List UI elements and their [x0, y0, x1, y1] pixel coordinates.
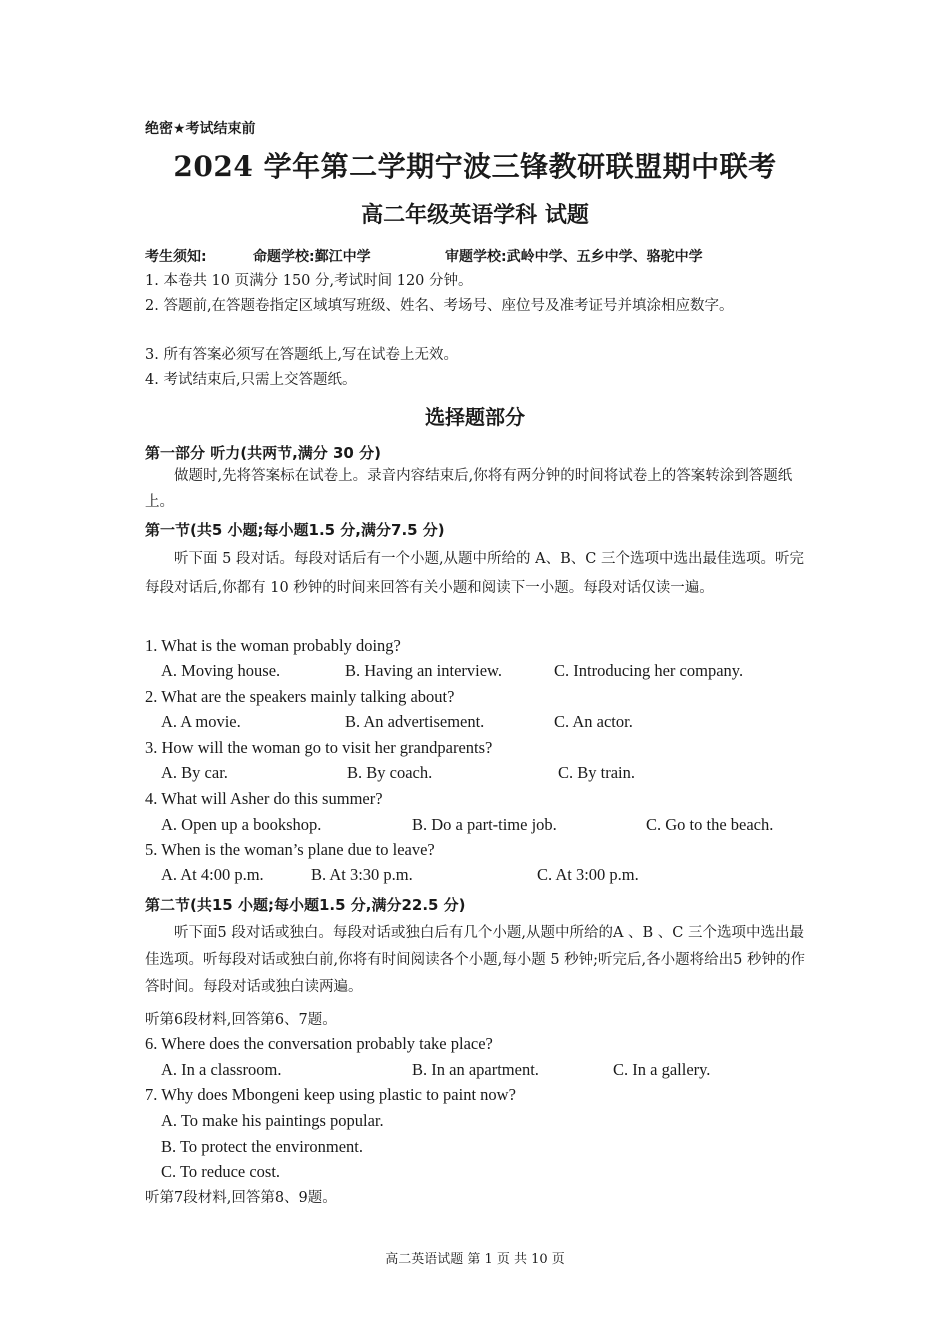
option-7b[interactable]: B. To protect the environment.: [161, 1137, 363, 1156]
question-7: 7. Why does Mbongeni keep using plastic to paint now?: [145, 1085, 516, 1104]
sec2-heading: 第二节(共15 小题;每小题1.5 分,满分22.5 分): [145, 896, 466, 914]
rule-3: 3. 所有答案必须写在答题纸上,写在试卷上无效。: [145, 347, 459, 363]
material-7-note: 听第7段材料,回答第8、9题。: [145, 1190, 337, 1206]
rule-4: 4. 考试结束后,只需上交答题纸。: [145, 372, 357, 388]
section-title: 选择题部分: [425, 405, 525, 429]
question-6: 6. Where does the conversation probably take place?: [145, 1034, 493, 1053]
option-c[interactable]: C. In a gallery.: [613, 1060, 711, 1079]
option-b[interactable]: B. Do a part-time job.: [412, 815, 557, 834]
option-b[interactable]: B. At 3:30 p.m.: [311, 865, 413, 884]
sec2-instruction: 听下面5 段对话或独白。每段对话或独白后有几个小题,从题中所给的A 、B 、C 三个选项中选出最佳选项。听每段对话或独白前,你将有时间阅读各个小题,每小题 5 秒钟;听完后,各小题将给出5 秒钟的作答时间。每段对话或独白读两遍。: [145, 925, 805, 995]
rule-1: 1. 本卷共 10 页满分 150 分,考试时间 120 分钟。: [145, 273, 473, 289]
option-a[interactable]: A. A movie.: [161, 712, 241, 731]
exam-title: 2024 学年第二学期宁波三锋教研联盟期中联考: [173, 150, 777, 183]
option-b[interactable]: B. By coach.: [347, 763, 433, 782]
option-b[interactable]: B. Having an interview.: [345, 661, 503, 680]
confidential-label: 绝密★考试结束前: [145, 121, 256, 137]
option-7a[interactable]: A. To make his paintings popular.: [161, 1111, 384, 1130]
author-school: 命题学校:鄞江中学: [253, 249, 371, 265]
option-c[interactable]: C. An actor.: [554, 712, 633, 731]
question-4: 4. What will Asher do this summer?: [145, 789, 383, 808]
notice-line: [145, 246, 810, 266]
option-a[interactable]: A. Open up a bookshop.: [161, 815, 322, 834]
option-a[interactable]: A. In a classroom.: [161, 1060, 282, 1079]
sec1-instruction: 听下面 5 段对话。每段对话后有一个小题,从题中所给的 A、B、C 三个选项中选出最佳选项。听完每段对话后,你都有 10 秒钟的时间来回答有关小题和阅读下一小题。每段对话仅读一遍。: [145, 551, 804, 596]
part1-intro: 做题时,先将答案标在试卷上。录音内容结束后,你将有两分钟的时间将试卷上的答案转涂到答题纸上。: [145, 468, 793, 510]
option-7c[interactable]: C. To reduce cost.: [161, 1162, 281, 1181]
option-a[interactable]: A. By car.: [161, 763, 228, 782]
exam-subtitle: 高二年级英语学科 试题: [361, 202, 589, 228]
option-c[interactable]: C. Introducing her company.: [554, 661, 744, 680]
question-1: 1. What is the woman probably doing?: [145, 636, 401, 655]
question-2: 2. What are the speakers mainly talking about?: [145, 687, 455, 706]
option-a[interactable]: A. Moving house.: [161, 661, 281, 680]
option-b[interactable]: B. An advertisement.: [345, 712, 485, 731]
part1-heading: 第一部分 听力(共两节,满分 30 分): [145, 444, 381, 462]
page-footer: 高二英语试题 第 1 页 共 10 页: [385, 1252, 565, 1267]
option-c[interactable]: C. Go to the beach.: [646, 815, 774, 834]
option-c[interactable]: C. At 3:00 p.m.: [537, 865, 639, 884]
option-a[interactable]: A. At 4:00 p.m.: [161, 865, 264, 884]
option-c[interactable]: C. By train.: [558, 763, 635, 782]
rule-2: 2. 答题前,在答题卷指定区域填写班级、姓名、考场号、座位号及准考证号并填涂相应数字。: [145, 298, 734, 314]
review-school: 审题学校:武岭中学、五乡中学、骆驼中学: [445, 249, 703, 265]
question-3: 3. How will the woman go to visit her grandparents?: [145, 738, 493, 757]
notice-label: 考生须知:: [145, 249, 207, 265]
sec1-heading: 第一节(共5 小题;每小题1.5 分,满分7.5 分): [145, 521, 445, 539]
question-5: 5. When is the woman’s plane due to leave?: [145, 840, 435, 859]
option-b[interactable]: B. In an apartment.: [412, 1060, 539, 1079]
material-6-note: 听第6段材料,回答第6、7题。: [145, 1012, 337, 1028]
